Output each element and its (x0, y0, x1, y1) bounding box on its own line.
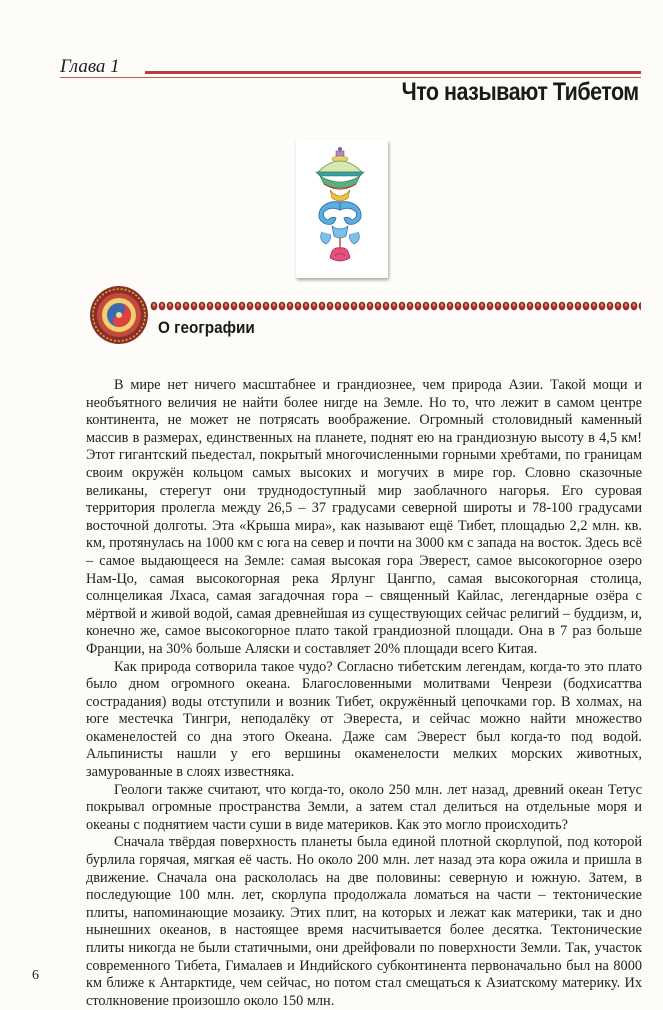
chapter-title: Что называют Тибетом (401, 78, 639, 106)
section-heading (88, 284, 641, 354)
decorative-bead-border (150, 300, 641, 312)
paragraph: Как природа сотворила такое чудо? Согласно тибетским легендам, когда-то это плато было дном огромного океана. Благословенными молитвами Ченрези (бодхисаттва сострадания) воды отступили и возник Тибет, окружённый цепочками гор. В холмах, на юге местечка Тингри, неподалёку от Эвереста, и сейчас можно найти множество окаменелостей со дна этого Океана. Даже сам Эверест был когда-то под водой. Альпинисты нашли у его вершины окаменелости мелких морских животных, замурованные в слоях известняка. (86, 658, 642, 781)
section-title: О географии (158, 318, 255, 337)
tibetan-emblem-icon (296, 140, 388, 278)
paragraph: Геологи также считают, что когда-то, около 250 млн. лет назад, древний океан Тетус покрывал огромные пространства Земли, а затем стал делиться на отдельные моря и океаны с поднятием части суши в виде материков. Как это могло происходить? (86, 781, 642, 833)
chapter-label: Глава 1 (60, 56, 120, 77)
emblem-illustration (296, 140, 388, 278)
dharma-wheel-icon (88, 284, 150, 346)
page-number: 6 (32, 968, 39, 983)
paragraph: В мире нет ничего масштабнее и грандиознее, чем природа Азии. Такой мощи и необъятного величия не найти более нигде на Земле. Но то, что лежит в самом центре континента, не может не потрясать воображение. Огромный столовидный каменный массив в размерах, единственных на планете, поднят ею на грандиозную высоту в 4,5 км! Этот гигантский пьедестал, покрытый многочисленными горными хребтами, по границам своим окружён кольцом самых высоких и могучих в мире гор. Словно сказочные великаны, стерегут они труднодоступный мир заоблачного нагорья. Его суровая территория пролегла между 26,5 – 37 градусами северной широты и 78-100 градусами восточной долготы. Эта «Крыша мира», как называют ещё Тибет, площадью 2,2 млн. кв. км, протянулась на 1000 км с юга на север и почти на 3000 км с запада на восток. Здесь всё – самое выдающееся на Земле: самая высокая гора Эверест, самое высокогорное озеро Нам-Цо, самая высокогорная река Ярлунг Цангпо, самая высокогорная столица, солнцеликая Лхаса, самая загадочная гора – священный Кайлас, легендарные озёра с мёртвой и живой водой, самая древнейшая из существующих сейчас религий – буддизм, и, конечно же, самое высокогорное плато такой грандиозной площади. Она в 7 раз больше Франции, на 30% больше Аляски и составляет 20% площади всего Китая. (86, 377, 642, 657)
header-rule (145, 71, 641, 74)
paragraph: Сначала твёрдая поверхность планеты была единой плотной скорлупой, под которой бурлила горячая, мягкая её часть. Но около 200 млн. лет назад эта кора ожила и пришла в движение. Сначала она раскололась на две половины: северную и южную. Затем, в последующие 100 млн. лет, скорлупа продолжала ломаться на части – тектонические плиты, напоминающие мозаику. Этих плит, на которых и лежат как материки, так и дно нынешних океанов, в настоящее время насчитывается более десятка. Тектонические плиты никогда не были статичными, они дрейфовали по поверхности Земли. Так, участок современного Тибета, Гималаев и Индийского субконтинента первоначально был на 8000 км ближе к Антарктиде, чем сейчас, но потом стал смещаться к Азиатскому материку. Их столкновение произошло около 150 млн. (86, 834, 642, 1009)
body-text (86, 377, 642, 1010)
